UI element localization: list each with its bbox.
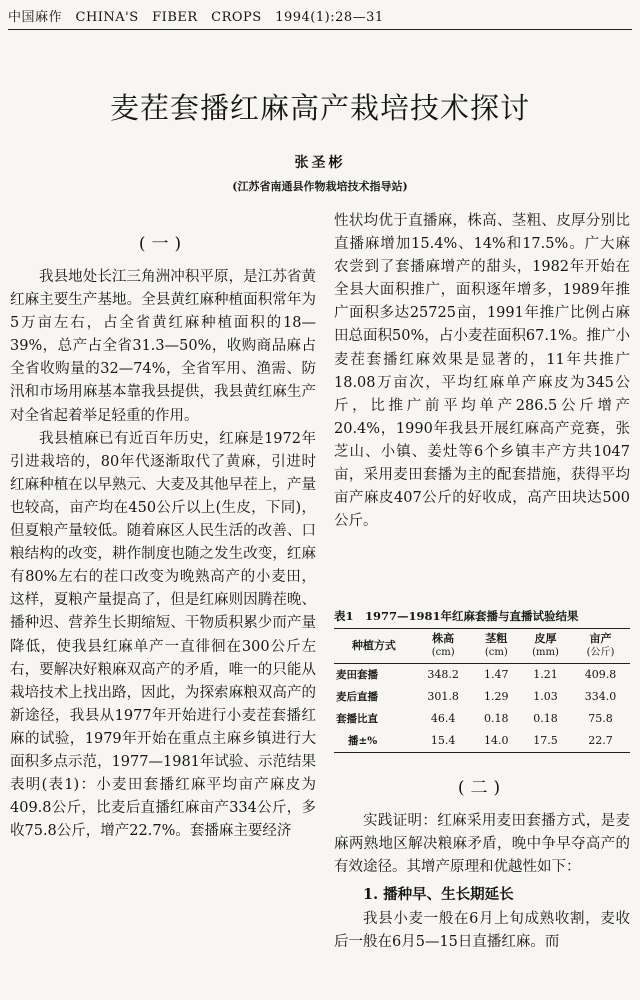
running-header: 中国麻作 CHINA'S FIBER CROPS 1994(1):28—31	[8, 10, 384, 25]
table-cell: 0.18	[533, 712, 558, 725]
table-cell: 334.0	[584, 690, 617, 703]
table-cell: 播±%	[334, 730, 414, 753]
left-column	[10, 232, 316, 843]
table-row	[334, 730, 630, 753]
results-table	[334, 628, 630, 753]
section-heading-2: (二)	[457, 778, 507, 798]
table-cell: 1.47	[484, 668, 509, 681]
table-cell: 1.29	[484, 690, 509, 703]
table-row	[334, 686, 630, 708]
table-cell: 1.03	[533, 690, 558, 703]
table-cell: 22.7	[571, 730, 630, 753]
table-cell: 1.21	[533, 668, 558, 681]
table-cell: 348.2	[427, 668, 459, 681]
paragraph-continuation: 性状均优于直播麻，株高、茎粗、皮厚分别比直播麻增加15.4%、14%和17.5%。广大麻农尝到了套播麻增产的甜头，1982年开始在全县大面积推广，面积逐年增多，1989年推广面积多达25725亩，1991年推广比例占麻田总面积50%，占小麦茬面积67.1%。推广小麦茬套播红麻效果是显著的，11年共推广18.08万亩次，平均红麻单产麻皮为345公斤，比推广前平均单产286.5公斤增产20.4%，1990年我县开展红麻高产竞赛，张芝山、小镇、姜灶等6个乡镇丰产方共1047亩，采用麦田套播为主的配套措施，获得平均亩产麻皮407公斤的好收成，高产田块达500公斤。	[334, 213, 630, 530]
table-cell: 17.5	[520, 730, 571, 753]
header-rule	[8, 29, 632, 30]
table-cell: 套播比直	[336, 713, 378, 725]
table-cell: 75.8	[588, 712, 613, 725]
article-author: 张圣彬	[294, 155, 346, 171]
table-row	[334, 708, 630, 730]
right-column-section-2	[334, 776, 630, 955]
table-header-cell: 株高 (cm)	[414, 629, 473, 664]
table-cell: 14.0	[473, 730, 520, 753]
paragraph: 我县地处长江三角洲冲积平原，是江苏省黄红麻主要生产基地。全县黄红麻种植面积常年为5万亩左右，占全省黄红麻种植面积的18—39%，总产占全省31.3—50%，收购商品麻占全省收购量的32—74%，全省军用、渔需、防汛和市场用麻基本靠我县提供，我县黄红麻生产对全省起着举足轻重的作用。	[10, 269, 316, 424]
table-cell: 麦后直播	[336, 691, 378, 703]
paragraph: 我县植麻已有近百年历史，红麻是1972年引进栽培的，80年代逐渐取代了黄麻，引进时红麻种植在以早熟元、大麦及其他早茬上，产量也较高，亩产均在450公斤以上(生皮，下同)，但夏粮产量较低。随着麻区人民生活的改善、口粮结构的改变，耕作制度也随之发生改变，红麻有80%左右的茬口改变为晚熟高产的小麦田，这样，夏粮产量提高了，但是红麻则因腾茬晚、播种迟、营养生长期缩短、干物质积累少而产量降低，使我县红麻单产一直徘徊在300公斤左右，要解决好粮麻双高产的矛盾，唯一的只能从栽培技术上找出路，因此，为探索麻粮双高产的新途径，我县从1977年开始进行小麦茬套播红麻的试验，1979年开始在重点主麻乡镇进行大面积多点示范，1977—1981年试验、示范结果表明(表1)：小麦田套播红麻平均亩产麻皮为409.8公斤，比麦后直播红麻亩产334公斤，多收75.8公斤，增产22.7%。套播麻主要经济	[10, 430, 316, 840]
table-cell: 301.8	[427, 690, 459, 703]
table-cell: 409.8	[584, 668, 617, 681]
table-row	[334, 664, 630, 687]
subsection-heading: 1. 播种早、生长期延长	[363, 886, 514, 904]
table-caption: 表1 1977—1981年红麻套播与直播试验结果	[334, 609, 579, 623]
table-cell: 46.4	[430, 712, 456, 725]
table-header-cell: 茎粗 (cm)	[473, 629, 520, 664]
table-header-cell: 种植方式	[334, 629, 414, 664]
table-header-row	[334, 629, 630, 664]
table-1	[334, 608, 630, 753]
table-header-cell: 亩产 (公斤)	[571, 629, 630, 664]
section-heading-1: (一)	[138, 234, 188, 254]
table-cell: 15.4	[414, 730, 473, 753]
right-column	[334, 210, 630, 533]
table-cell: 麦田套播	[336, 669, 378, 681]
paragraph: 我县小麦一般在6月上旬成熟收割，麦收后一般在6月5—15日直播红麻。而	[334, 911, 630, 951]
table-header-cell: 皮厚 (mm)	[520, 629, 571, 664]
paragraph: 实践证明：红麻采用麦田套播方式，是麦麻两熟地区解决粮麻矛盾，晚中争早夺高产的有效途径。其增产原理和优越性如下：	[334, 813, 630, 876]
article-affiliation: (江苏省南通县作物栽培技术指导站)	[232, 180, 408, 193]
article-title: 麦茬套播红麻高产栽培技术探讨	[109, 91, 530, 125]
table-cell: 0.18	[484, 712, 509, 725]
